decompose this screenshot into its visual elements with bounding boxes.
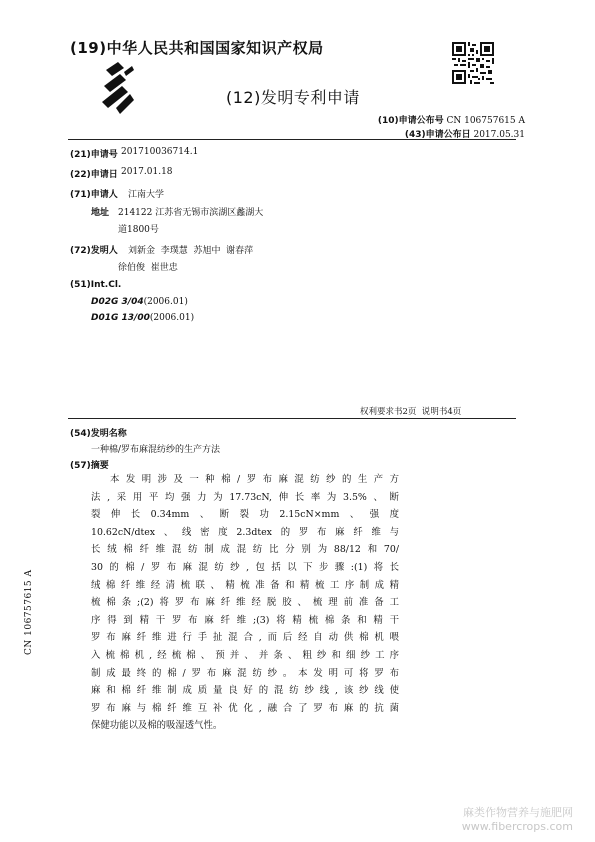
abstract-line: 绒棉纤维经清梳联、精梳准备和精梳工序制成精 <box>91 579 399 591</box>
abstract-line: 制成最终的棉/罗布麻混纺纱。本发明可将罗布 <box>91 667 399 679</box>
ipc-year-2: (2006.01) <box>149 313 195 323</box>
ipc-classification-1 <box>91 297 188 307</box>
header-divider <box>68 139 516 140</box>
abstract-line: 梳棉条;(2)将罗布麻纤维经脱胶、梳理前准备工 <box>91 597 399 609</box>
publication-date-label: (43)申请公布日 <box>404 130 471 140</box>
invention-title: 一种棉/罗布麻混纺纱的生产方法 <box>91 445 221 455</box>
abstract-line: 长绒棉纤维混纺制成混纺比分别为88/12和70/ <box>91 544 399 556</box>
address-label: 地址 <box>91 208 110 218</box>
address-line-2: 道1800号 <box>118 225 159 235</box>
page-counts: 权利要求书2页 说明书4页 <box>360 407 462 417</box>
website-watermark <box>462 806 573 834</box>
application-number: 201710036714.1 <box>121 147 199 157</box>
inventors-label: (72)发明人 <box>70 246 118 256</box>
publication-number: CN 106757615 A <box>446 116 525 126</box>
abstract-line: 30的棉/罗布麻混纺纱,包括以下步骤:(1)将长 <box>91 561 399 573</box>
ipc-year-1: (2006.01) <box>143 297 188 307</box>
abstract-line: 10.62cN/dtex、线密度2.3dtex的罗布麻纤维与 <box>91 526 399 538</box>
abstract-line: 入梳棉机,经梳棉、预并、并条、粗纱和细纱工序 <box>91 649 399 661</box>
abstract-line: 序得到精干罗布麻纤维;(3)将精梳棉条和精干 <box>91 614 399 626</box>
application-date-label: (22)申请日 <box>70 170 118 180</box>
cnipa-logo <box>100 58 140 118</box>
address-line-1: 214122 江苏省无锡市滨湖区蠡湖大 <box>118 208 264 218</box>
document-type: (12)发明专利申请 <box>226 88 360 107</box>
publication-number-line <box>378 113 525 126</box>
side-publication-number: CN 106757615 A <box>24 569 34 655</box>
abstract-line: 罗布麻纤维进行手扯混合,而后经自动供棉机喂 <box>91 632 399 644</box>
ipc-classification-2 <box>91 313 194 323</box>
abstract-line: 裂伸长0.34mm、断裂功2.15cN×mm、强度 <box>91 509 399 521</box>
applicant-label: (71)申请人 <box>70 190 118 200</box>
ipc-code-2: D01G 13/00 <box>91 313 150 323</box>
title-label: (54)发明名称 <box>70 429 127 439</box>
abstract-line: 麻和棉纤维制成质量良好的混纺纱线,该纱线使 <box>91 685 399 697</box>
abstract-line: 法,采用平均强力为17.73cN,伸长率为3.5%、断 <box>91 491 399 503</box>
publication-date: 2017.05.31 <box>473 130 525 140</box>
abstract-line: 本发明涉及一种棉/罗布麻混纺纱的生产方 <box>110 474 399 485</box>
application-number-label: (21)申请号 <box>70 150 118 160</box>
int-cl-label: (51)Int.Cl. <box>70 280 122 290</box>
application-date: 2017.01.18 <box>121 167 173 177</box>
abstract-line: 保健功能以及棉的吸湿透气性。 <box>91 720 223 732</box>
qr-code <box>452 42 494 84</box>
biblio-divider <box>68 418 516 419</box>
inventors-line-1: 刘新金 李璞慧 苏旭中 谢春萍 <box>128 246 254 256</box>
inventors-line-2: 徐伯俊 崔世忠 <box>118 263 178 273</box>
issuing-authority: (19)中华人民共和国国家知识产权局 <box>70 39 324 57</box>
abstract-line: 罗布麻与棉纤维互补优化,融合了罗布麻的抗菌 <box>91 702 399 714</box>
publication-number-label: (10)申请公布号 <box>377 116 444 126</box>
watermark-url: www.fibercrops.com <box>461 820 573 833</box>
watermark-title: 麻类作物营养与施肥网 <box>463 806 573 819</box>
abstract-body <box>91 471 399 735</box>
applicant: 江南大学 <box>128 190 165 200</box>
abstract-label: (57)摘要 <box>70 461 109 471</box>
ipc-code-1: D02G 3/04 <box>91 297 144 307</box>
